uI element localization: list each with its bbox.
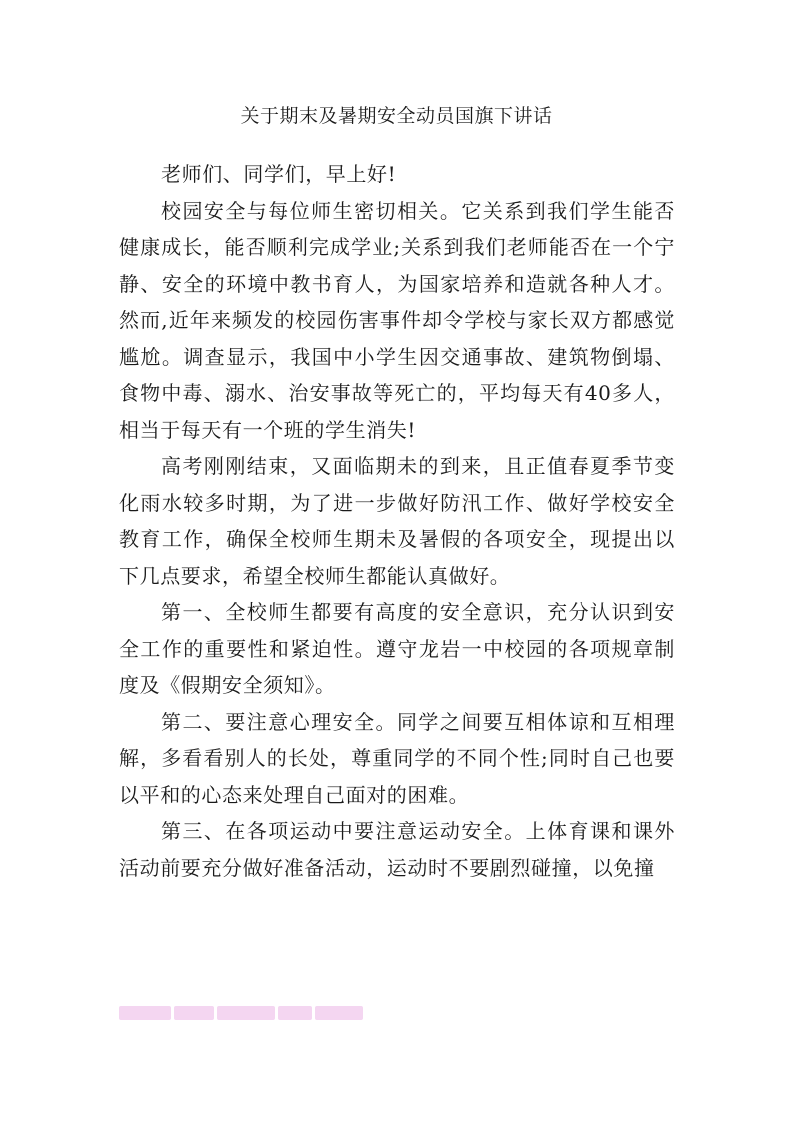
paragraph-point-one: 第一、全校师生都要有高度的安全意识，充分认识到安全工作的重要性和紧迫性。遵守龙岩一中校园的各项规章制度及《假期安全须知》。 [119, 600, 675, 697]
watermark-segment [119, 1006, 171, 1020]
document-body [119, 156, 675, 886]
watermark-segment [174, 1006, 214, 1020]
watermark-segment [315, 1006, 363, 1020]
paragraph-point-two: 第二、要注意心理安全。同学之间要互相体谅和互相理解，多看看别人的长处，尊重同学的不同个性;同时自己也要以平和的心态来处理自己面对的困难。 [119, 709, 675, 807]
watermark-segment [278, 1006, 312, 1020]
page-title: 关于期末及暑期安全动员国旗下讲话 [240, 105, 553, 127]
paragraph-campus-safety: 校园安全与每位师生密切相关。它关系到我们学生能否健康成长，能否顺利完成学业;关系到我们老师能否在一个宁静、安全的环境中教书育人，为国家培养和造就各种人才。然而,近年来频发的校园伤害事件却令学校与家长双方都感觉尴尬。调查显示，我国中小学生因交通事故、建筑物倒塌、食物中毒、溺水、治安事故等死亡的，平均每天有40多人，相当于每天有一个班的学生消失! [119, 198, 675, 442]
faded-watermark [119, 1003, 363, 1023]
watermark-segment [217, 1006, 275, 1020]
paragraph-point-three: 第三、在各项运动中要注意运动安全。上体育课和课外活动前要充分做好准备活动，运动时不要剧烈碰撞，以免撞 [119, 819, 675, 880]
paragraph-requirements-intro: 高考刚刚结束，又面临期未的到来，且正值春夏季节变化雨水较多时期，为了进一步做好防汛工作、做好学校安全教育工作，确保全校师生期未及暑假的各项安全，现提出以下几点要求，希望全校师生都能认真做好。 [119, 454, 675, 588]
paragraph-greeting: 老师们、同学们，早上好! [161, 162, 397, 186]
